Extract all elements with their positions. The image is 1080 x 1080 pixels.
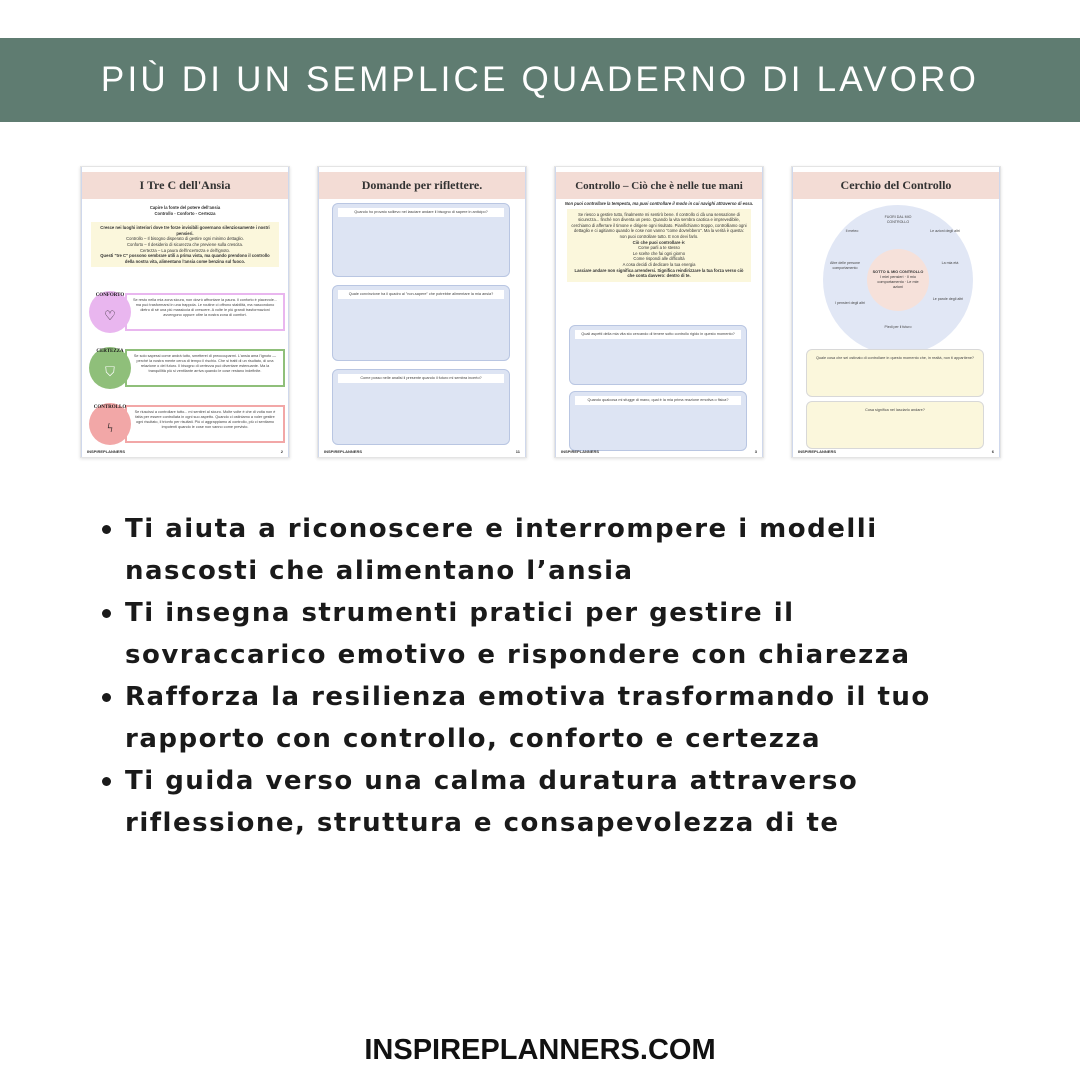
inner-items: I miei pensieri · Il mio comportamento · Le mie azioni (877, 275, 919, 289)
section-controllo (89, 403, 285, 445)
page-brand: INSPIREPLANNERS (561, 449, 600, 454)
page-number: 2 (280, 449, 283, 454)
question-text: Cosa significa nel lasciarlo andare? (865, 408, 925, 412)
preview-page-cerchio[interactable] (791, 166, 1001, 458)
outer-label: Il meteo (845, 229, 859, 233)
banner-title: PIÙ DI UN SEMPLICE QUADERNO DI LAVORO (100, 60, 980, 99)
page-quote: Non puoi controllare la tempesta, ma puoi controllare il modo in cui navighi attraverso di essa. (564, 201, 754, 206)
page-footer (798, 449, 994, 454)
page-title: Domande per riflettere. (318, 172, 526, 199)
benefit-item: Ti insegna strumenti pratici per gestire il sovraccarico emotivo e rispondere con chiarezza (100, 592, 1000, 676)
page-body-box (567, 209, 751, 282)
page-previews (80, 166, 1000, 458)
question-box (806, 349, 984, 397)
preview-page-tre-c[interactable] (80, 166, 290, 458)
page-title: I Tre C dell'Ansia (81, 172, 289, 199)
section-circle (89, 403, 131, 445)
outer-label: FUORI DAL MIO CONTROLLO (884, 215, 912, 224)
point: Conforto – Il desiderio di sicurezza che previene sulla crescita. (127, 241, 243, 247)
question-text: Come posso nelle analisi il presente quando il futuro mi sembra incerto? (338, 374, 504, 383)
page-brand: INSPIREPLANNERS (324, 449, 363, 454)
section-text: Se solo sapessi come andrà tutto, smetterei di preoccuparmi. L'ansia ama l'ignoto — perché la nostra mente cerca di tempo il rischio. Che si tratti di un risultato, di una relazione o del futuro. Il bisogno di certezza può diventare estenuante. Ma la tranquillità più si ventilante arriva quando le cose restano indefinite. (125, 349, 285, 387)
question-box (332, 203, 510, 277)
section-circle (89, 291, 131, 333)
page-footer (87, 449, 283, 454)
section-conforto (89, 291, 285, 333)
question-box (569, 325, 747, 385)
preview-page-domande[interactable] (317, 166, 527, 458)
point: Certezza – La paura dell'incertezza e dell'ignoto. (139, 247, 231, 253)
page-footer (324, 449, 520, 454)
page-title: Cerchio del Controllo (792, 172, 1000, 199)
page-intro-box (91, 222, 279, 267)
list-title: Ciò che puoi controllare è: (632, 239, 686, 245)
page-closing: Questi "tre C" possono sembrare utili a prima vista, ma quando prendono il controllo della nostra vita, alimentano l'ansia come benzina sul fuoco. (100, 253, 270, 264)
benefit-item: Ti guida verso una calma duratura attraverso riflessione, struttura e consapevolezza di te (100, 760, 1000, 844)
question-box (332, 369, 510, 445)
section-certezza (89, 347, 285, 389)
page-brand: INSPIREPLANNERS (87, 449, 126, 454)
page-number: 11 (515, 449, 520, 454)
point: Controllo – Il bisogno disperato di gestire ogni minimo dettaglio. (126, 236, 244, 242)
question-box (806, 401, 984, 449)
outer-label: Altre delle persone comportamento (830, 261, 860, 270)
list-item: Come parli a te stesso (638, 245, 680, 251)
question-text: Quale cosa che sei ostinato di controllare in questo momento che, in realtà, non ti appartiene? (815, 356, 975, 360)
page-brand: INSPIREPLANNERS (798, 449, 837, 454)
question-box (332, 285, 510, 361)
page-footer (561, 449, 757, 454)
page-tagline: Controllo - Conforto - Certezza (154, 210, 216, 216)
page-closing: Lasciare andare non significa arrendersi. Significa reindirizzare la tua forza verso ciò che conta davvero: dentro di te. (574, 267, 744, 279)
page-title: Controllo – Ciò che è nelle tue mani (555, 172, 763, 199)
page-intro: Cresce nei luoghi interiori dove tre forze invisibili governano silenziosamente i nostri pensieri. (100, 225, 270, 236)
control-circle-diagram (823, 205, 973, 355)
benefits-list (100, 508, 1000, 844)
outer-label: Piedi per il futuro (884, 325, 912, 329)
section-text: Se resto nella mia zona sicura, non dovrò affrontare la paura. Il conforto è piacevole... ma può trasformarsi in una trappola. Le routine ci offrono stabilità, ma nascondono dietro di sé una più massiccia di crescere. A volte le più grandi trasformazioni avvengono oppure oltre la nostra zona di comfort. (125, 293, 285, 331)
inner-circle (867, 249, 929, 311)
outer-label: La mia età (941, 261, 959, 265)
website-link[interactable]: INSPIREPLANNERS.COM (364, 1034, 716, 1066)
question-text: Quando ho provato sollievo nel lasciare andare il bisogno di sapere in anticipo? (338, 208, 504, 217)
handshake-shield-icon: ⛉ (105, 364, 115, 379)
list-item: Come rispondi alle difficoltà (633, 256, 685, 262)
list-item: A cosa decidi di dedicare la tua energia (622, 261, 696, 267)
section-label: CONTROLLO (93, 405, 127, 410)
section-text: Se riuscissi a controllare tutto... mi sentirei al sicuro. Molte volte è che di volta non è fatta per essere controllata in ogni suo aspetto. Quando ci ostiniamo a voler gestire ogni risultato, il trionfo per risultati. Più ci aggrappiamo al controllo, più ci sentiamo impotenti quando le cose non vanno come previsto. (125, 405, 285, 443)
outer-label: Le parole degli altri (932, 297, 964, 301)
question-box (569, 391, 747, 451)
outer-label: I pensieri degli altri (835, 301, 865, 305)
list-item: Le scelte che fai ogni giorno (632, 250, 686, 256)
page-subtitle: Capire la fonte del potere dell'ansia (149, 205, 221, 210)
question-text: Quale convinzione ha il quadro al "non-sapere" che potrebbe alimentare la mia ansia? (338, 290, 504, 299)
outer-label: Le azioni degli altri (930, 229, 960, 233)
lightning-icon: ϟ (107, 420, 113, 435)
section-label: CERTEZZA (96, 349, 124, 354)
header-banner (0, 38, 1080, 122)
page-number: 3 (754, 449, 757, 454)
page-body: Se riesco a gestire tutto, finalmente mi sentirò bene. Il controllo ci dà una sensazione di sicurezza... finché non diventa un peso. Quando la vita sembra caotica e imprevedibile, cerchiamo di afferrare il timone e dirigere ogni risultato. Pianifichiamo troppo, controlliamo ogni dettaglio e ci agitiamo quando le cose non vanno "come dovrebbero". Ma la verità è questa: non puoi controllare tutto. E non devi farlo. (571, 211, 747, 239)
hands-heart-icon: ♡ (104, 308, 116, 323)
benefit-item: Ti aiuta a riconoscere e interrompere i modelli nascosti che alimentano l’ansia (100, 508, 1000, 592)
section-circle (89, 347, 131, 389)
page-number: 6 (991, 449, 994, 454)
benefit-item: Rafforza la resilienza emotiva trasformando il tuo rapporto con controllo, conforto e certezza (100, 676, 1000, 760)
inner-title: SOTTO IL MIO CONTROLLO (872, 270, 924, 274)
question-text: Quali aspetti della mia vita sto cercando di tenere sotto controllo rigido in questo momento? (575, 330, 741, 339)
section-label: CONFORTO (95, 293, 125, 298)
preview-page-controllo[interactable] (554, 166, 764, 458)
question-text: Quando qualcosa mi sfugge di mano, qual è la mia prima reazione emotiva o fisica? (575, 396, 741, 405)
